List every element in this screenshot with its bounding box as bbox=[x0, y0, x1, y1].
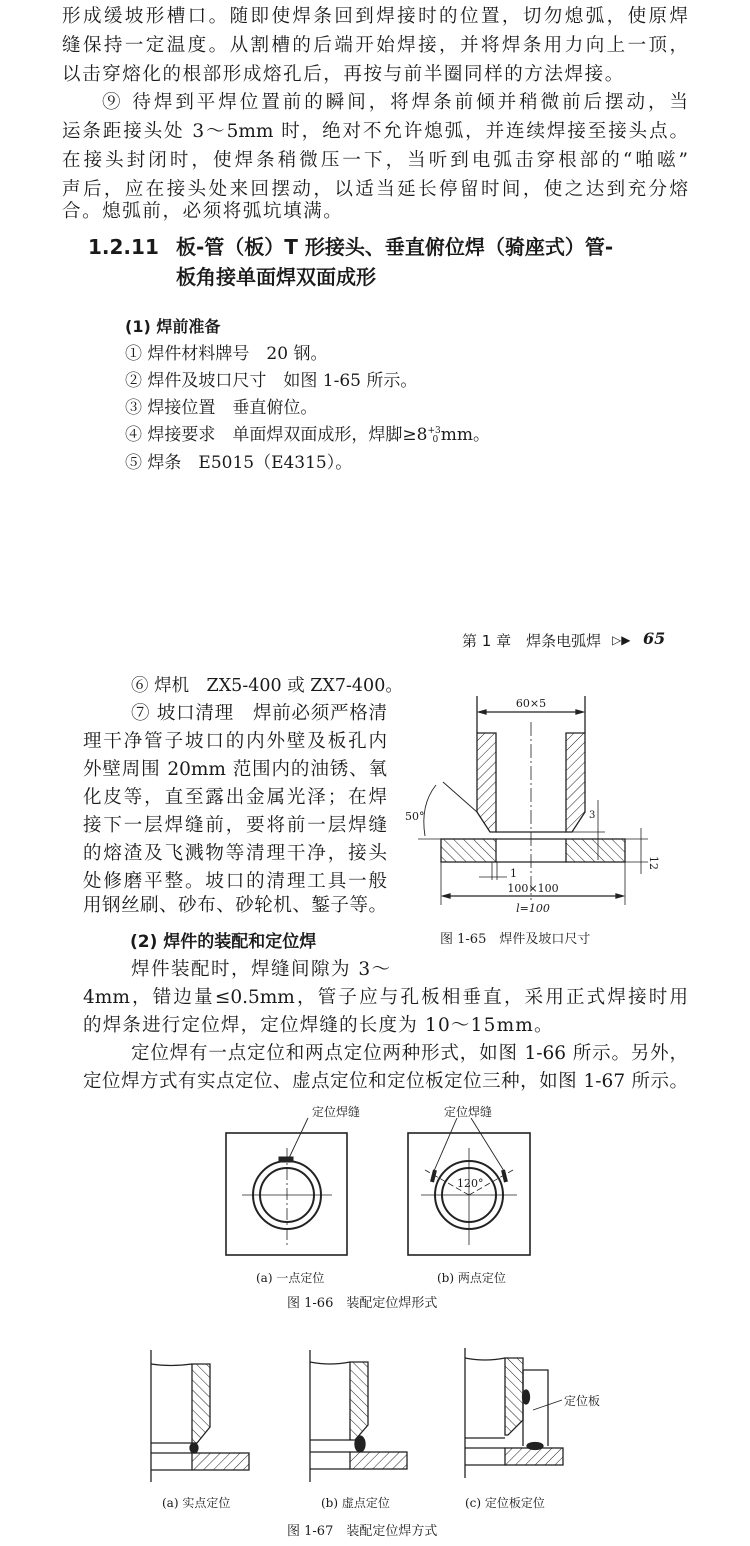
text-line: 缝保持一定温度。从割槽的后端开始焊接，并将焊条用力向上一顶， bbox=[62, 35, 688, 56]
prep-item-4-unit: mm。 bbox=[440, 425, 490, 445]
weld-label-b: 定位焊缝 bbox=[444, 1105, 493, 1119]
text-line: 化皮等，直至露出金属光泽；在焊 bbox=[83, 787, 387, 808]
figure-1-65-caption: 图 1-65 焊件及坡口尺寸 bbox=[440, 932, 591, 947]
text-line: 的熔渣及飞溅物等清理干净，接头 bbox=[83, 843, 387, 864]
dim-plate: 100×100 bbox=[507, 882, 559, 895]
section-title: 板-管（板）T 形接头、垂直俯位焊（骑座式）管- bbox=[176, 235, 614, 259]
text-line: ⑦ 坡口清理 焊前必须严格清 bbox=[131, 703, 387, 724]
text-line: 以击穿熔化的根部形成熔孔后，再按与前半圈同样的方法焊接。 bbox=[62, 64, 625, 85]
figure-1-66 bbox=[226, 1104, 530, 1255]
prep-item: ⑤ 焊条 E5015（E4315）。 bbox=[125, 453, 353, 473]
figure-1-66-caption: 图 1-66 装配定位焊形式 bbox=[287, 1296, 438, 1311]
section-title-cont: 板角接单面焊双面成形 bbox=[176, 265, 376, 289]
text-line: 处修磨平整。坡口的清理工具一般 bbox=[83, 871, 387, 892]
fig67-b-caption: (b) 虚点定位 bbox=[321, 1496, 390, 1510]
prep-item: ② 焊件及坡口尺寸 如图 1-65 所示。 bbox=[125, 371, 418, 391]
angle-label: 120° bbox=[457, 1177, 484, 1190]
weld-label-a: 定位焊缝 bbox=[312, 1105, 361, 1119]
dim-pipe: 60×5 bbox=[515, 697, 547, 710]
text-line: 焊件装配时，焊缝间隙为 3～ bbox=[131, 959, 392, 980]
dim-root-gap: 1 bbox=[510, 867, 517, 880]
tolerance-upper: +3 bbox=[427, 425, 441, 436]
fig66-b-caption: (b) 两点定位 bbox=[437, 1271, 506, 1285]
text-line: ⑥ 焊机 ZX5-400 或 ZX7-400。 bbox=[131, 676, 403, 696]
text-line: 运条距接头处 3～5mm 时，绝对不允许熄弧，并连续焊接至接头点。 bbox=[62, 121, 688, 142]
figure-1-67 bbox=[151, 1348, 600, 1482]
text-line: 定位焊有一点定位和两点定位两种形式，如图 1-66 所示。另外， bbox=[131, 1043, 688, 1064]
text-line: 接下一层焊缝前，要将前一层焊缝 bbox=[83, 815, 387, 836]
arrow-icon: ▷▶ bbox=[612, 633, 631, 647]
text-line: 理干净管子坡口的内外壁及板孔内 bbox=[83, 731, 387, 752]
text-line: 声后，应在接头处来回摆动，以适当延长停留时间，使之达到充分熔 bbox=[62, 179, 688, 200]
text-line: 4mm，错边量≤0.5mm，管子应与孔板相垂直，采用正式焊接时用 bbox=[83, 987, 688, 1008]
assembly-heading: (2) 焊件的装配和定位焊 bbox=[130, 932, 317, 952]
prep-item: ① 焊件材料牌号 20 钢。 bbox=[125, 344, 328, 364]
dim-thickness: 12 bbox=[647, 856, 660, 870]
fig67-c-caption: (c) 定位板定位 bbox=[465, 1496, 545, 1510]
running-header-chapter: 第 1 章 焊条电弧焊 bbox=[462, 632, 602, 650]
dim-plate-thickness: l=100 bbox=[516, 902, 550, 915]
text-line: 的焊条进行定位焊，定位焊缝的长度为 10～15mm。 bbox=[83, 1015, 554, 1036]
text-line: 形成缓坡形槽口。随即使焊条回到焊接时的位置，切勿熄弧，使原焊 bbox=[62, 6, 688, 27]
prep-heading: (1) 焊前准备 bbox=[125, 317, 221, 336]
bevel-angle: 50° bbox=[405, 810, 425, 823]
text-line: 用钢丝刷、砂布、砂轮机、錾子等。 bbox=[83, 895, 387, 916]
tolerance-lower: 0 bbox=[432, 434, 439, 445]
fig67-a-caption: (a) 实点定位 bbox=[162, 1496, 231, 1510]
figure-1-67-caption: 图 1-67 装配定位焊方式 bbox=[287, 1524, 438, 1539]
text-line: ⑨ 待焊到平焊位置前的瞬间，将焊条前倾并稍微前后摆动，当 bbox=[102, 92, 688, 113]
page-number: 65 bbox=[643, 629, 666, 648]
text-line: 外壁周围 20mm 范围内的油锈、氧 bbox=[83, 759, 387, 780]
fig66-a-caption: (a) 一点定位 bbox=[256, 1271, 325, 1285]
locating-plate-label: 定位板 bbox=[564, 1394, 601, 1408]
figure-1-65 bbox=[405, 696, 660, 915]
dim-gap: 3 bbox=[589, 810, 596, 821]
section-number: 1.2.11 bbox=[88, 235, 159, 259]
text-line: 定位焊方式有实点定位、虚点定位和定位板定位三种，如图 1-67 所示。 bbox=[83, 1071, 688, 1092]
prep-item: ③ 焊接位置 垂直俯位。 bbox=[125, 398, 318, 418]
text-line: 合。熄弧前，必须将弧坑填满。 bbox=[62, 201, 344, 222]
text-line: 在接头封闭时，使焊条稍微压一下，当听到电弧击穿根部的“啪嗞” bbox=[62, 150, 688, 171]
prep-item-4-text: ④ 焊接要求 单面焊双面成形，焊脚≥8 bbox=[125, 425, 428, 445]
